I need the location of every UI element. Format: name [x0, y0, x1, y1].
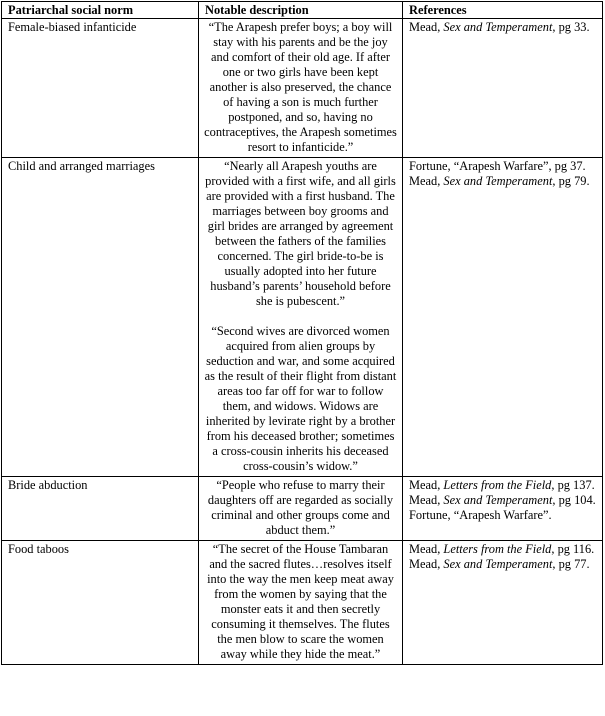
reference-text: , pg 116.: [551, 542, 595, 556]
reference-text: Mead,: [409, 542, 444, 556]
reference-text: , pg 104. Fortune, “Arapesh Warfare”.: [409, 493, 596, 522]
norm-cell: Female-biased infanticide: [2, 19, 199, 158]
table-row: [2, 477, 603, 541]
reference-text: Mead,: [409, 20, 444, 34]
table-row: [2, 19, 603, 158]
references-cell: [403, 19, 603, 158]
description-paragraph: “People who refuse to marry their daughters off are regarded as socially criminal and other groups come and abduct them.”: [207, 478, 394, 537]
description-cell: [199, 477, 403, 541]
reference-text: , pg 77.: [552, 557, 590, 571]
reference-text: Mead,: [409, 478, 444, 492]
reference-text: Mead,: [409, 493, 444, 507]
header-norm: Patriarchal social norm: [2, 2, 199, 19]
header-description: Notable description: [199, 2, 403, 19]
table-header-row: [2, 2, 603, 19]
reference-text: , pg 79.: [552, 174, 590, 188]
reference-text: , pg 137.: [551, 478, 595, 492]
references-cell: [403, 158, 603, 477]
description-cell: [199, 158, 403, 477]
norm-cell: Bride abduction: [2, 477, 199, 541]
reference-title: Sex and Temperament: [443, 20, 553, 34]
reference-title: Sex and Temperament: [443, 493, 553, 507]
reference-title: Sex and Temperament: [443, 174, 553, 188]
reference-title: Letters from the Field: [443, 478, 552, 492]
table-row: [2, 541, 603, 665]
reference-text: Mead,: [409, 557, 444, 571]
norm-cell: Food taboos: [2, 541, 199, 665]
references-cell: [403, 541, 603, 665]
patriarchal-norms-table: [1, 1, 603, 665]
reference-text: Fortune, “Arapesh Warfare”, pg 37. Mead,: [409, 159, 586, 188]
table-row: [2, 158, 603, 477]
reference-text: , pg 33.: [552, 20, 590, 34]
description-cell: [199, 19, 403, 158]
description-paragraph: “Nearly all Arapesh youths are provided with a first wife, and all girls are provided with a first husband. The marriages between boy grooms and girl brides are arranged by agreement between the fathers of the families concerned. The girl bride-to-be is usually adopted into her future husband’s parents’ household before she is pubescent.”: [205, 159, 396, 308]
description-paragraph: “Second wives are divorced women acquired from alien groups by seduction and war, and some acquired as the result of their flight from distant areas too far off for war to follow them, and widows. Widows are inherited by levirate right by a brother from his deceased brother; sometimes a cross-cousin inherits his deceased cross-cousin’s widow.”: [204, 324, 397, 473]
norm-cell: Child and arranged marriages: [2, 158, 199, 477]
description-cell: [199, 541, 403, 665]
references-cell: [403, 477, 603, 541]
reference-title: Sex and Temperament: [443, 557, 553, 571]
reference-title: Letters from the Field: [443, 542, 552, 556]
description-paragraph: “The secret of the House Tambaran and the sacred flutes…resolves itself into the way the men keep meat away from the women by saying that the monster eats it and then secretly consuming it themselves. The flutes the men blow to scare the women away while they hide the meat.”: [207, 542, 394, 661]
header-references: References: [403, 2, 603, 19]
description-paragraph: “The Arapesh prefer boys; a boy will stay with his parents and be the joy and comfort of their old age. If after one or two girls have been kept another is also preserved, the chance of having a son is much further postponed, and so, having no contraceptives, the Arapesh sometimes resort to infanticide.”: [204, 20, 397, 154]
